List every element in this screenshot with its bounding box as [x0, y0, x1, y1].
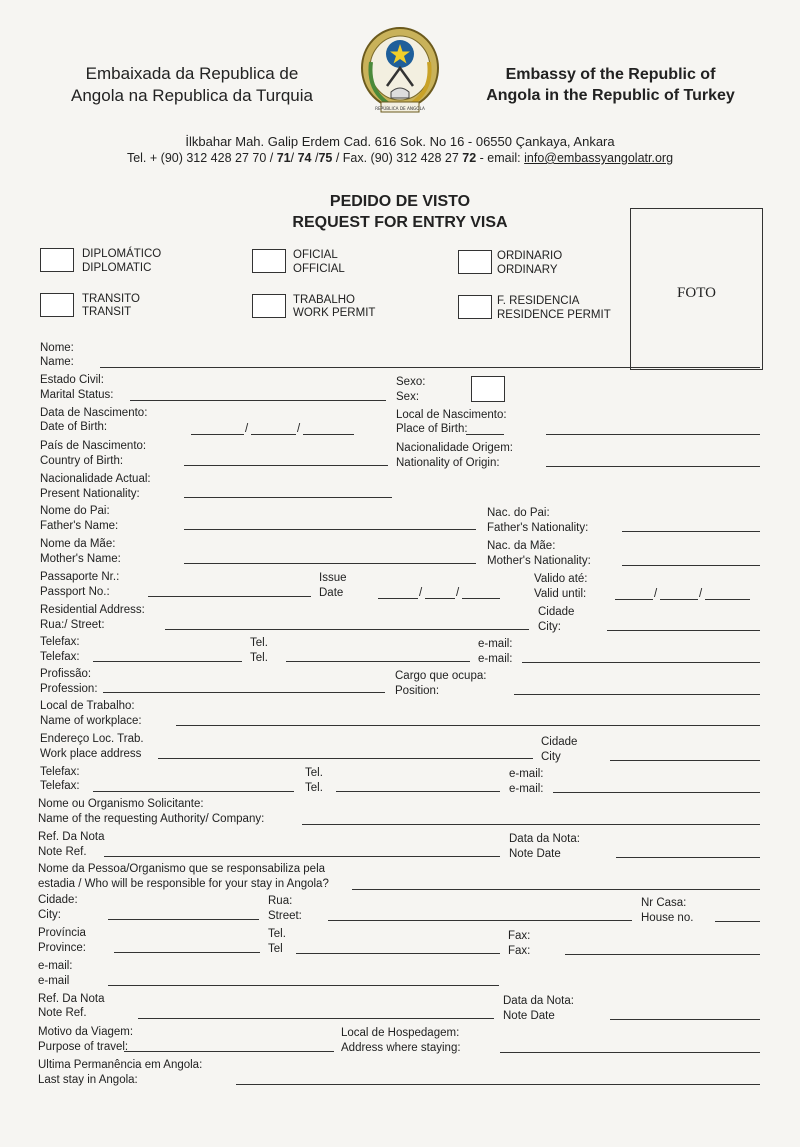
- date-slash: /: [456, 587, 460, 599]
- house-no-label-en: House no.: [641, 912, 694, 924]
- birth-country-label-pt: País de Nascimento:: [40, 440, 147, 452]
- passport-number-field[interactable]: [148, 596, 311, 597]
- province-field[interactable]: [114, 952, 260, 953]
- marital-label-pt: Estado Civil:: [40, 374, 104, 386]
- tel2-label-pt: Tel.: [305, 767, 323, 779]
- marital-label-en: Marital Status:: [40, 389, 114, 401]
- responsible-city-field[interactable]: [108, 919, 259, 920]
- issue-day-field[interactable]: [378, 598, 418, 599]
- workplace-field[interactable]: [176, 725, 760, 726]
- lodging-address-field[interactable]: [500, 1052, 760, 1053]
- mother-nationality-field[interactable]: [622, 565, 760, 566]
- checkbox-ordinary[interactable]: [458, 250, 492, 274]
- note-date2-field[interactable]: [610, 1019, 760, 1020]
- city2-label-pt: Cidade: [541, 736, 578, 748]
- email2-field[interactable]: [553, 792, 760, 793]
- issue-year-field[interactable]: [462, 598, 500, 599]
- passport-label-pt: Passaporte Nr.:: [40, 571, 120, 583]
- name-label-pt: Nome:: [40, 342, 74, 354]
- email1-label-pt: e-mail:: [478, 638, 513, 650]
- profession-label-pt: Profissão:: [40, 668, 92, 680]
- embassy-email-link[interactable]: info@embassyangolatr.org: [524, 151, 674, 165]
- last-stay-label-en: Last stay in Angola:: [38, 1074, 138, 1086]
- father-name-field[interactable]: [184, 529, 476, 530]
- father-nationality-field[interactable]: [622, 531, 760, 532]
- tel1-label-en: Tel.: [250, 652, 268, 664]
- travel-purpose-field[interactable]: [124, 1051, 334, 1052]
- form-title-pt: PEDIDO DE VISTO: [329, 193, 471, 210]
- note-ref1-label-en: Note Ref.: [38, 846, 87, 858]
- issue-date-label: Date: [319, 587, 344, 599]
- angola-emblem-icon: [357, 22, 443, 120]
- email1-field[interactable]: [522, 662, 760, 663]
- fax3-label-en: Fax:: [508, 945, 531, 957]
- embassy-name-pt: [52, 63, 332, 107]
- svg-text:REPÚBLICA DE ANGOLA: REPÚBLICA DE ANGOLA: [375, 106, 425, 111]
- embassy-contact: [60, 134, 740, 166]
- email3-label-en: e-mail: [38, 975, 70, 987]
- city3-label-pt: Cidade:: [38, 894, 78, 906]
- dob-label-en: Date of Birth:: [40, 421, 108, 433]
- city2-label-en: City: [541, 751, 561, 763]
- fax3-field[interactable]: [565, 954, 760, 955]
- email3-field[interactable]: [108, 985, 499, 986]
- pob-field[interactable]: [546, 434, 760, 435]
- mother-name-label-en: Mother's Name:: [40, 553, 121, 565]
- issue-label: Issue: [319, 572, 347, 584]
- date-slash: /: [297, 423, 301, 435]
- ordinary-label-en: ORDINARY: [497, 264, 558, 276]
- sex-label-pt: Sexo:: [396, 376, 426, 388]
- street3-label-en: Street:: [268, 910, 302, 922]
- valid-day-field[interactable]: [615, 599, 653, 600]
- birth-country-label-en: Country of Birth:: [40, 455, 124, 467]
- origin-nationality-label-pt: Nacionalidade Origem:: [396, 442, 513, 454]
- father-nationality-label-en: Father's Nationality:: [487, 522, 589, 534]
- origin-nationality-label-en: Nationality of Origin:: [396, 457, 500, 469]
- telefax2-label-en: Telefax:: [40, 780, 80, 792]
- valid-until-label-pt: Valido até:: [534, 573, 588, 585]
- father-nationality-label-pt: Nac. do Pai:: [487, 507, 550, 519]
- official-label-pt: OFICIAL: [293, 249, 338, 261]
- house-no-field[interactable]: [715, 921, 760, 922]
- position-label-en: Position:: [395, 685, 440, 697]
- embassy-name-pt-line2: Angola na Republica da Turquia: [71, 86, 313, 105]
- responsible-label-pt: Nome da Pessoa/Organismo que se responsabiliza pela: [38, 863, 326, 875]
- date-slash: /: [419, 587, 423, 599]
- tel1-label-pt: Tel.: [250, 637, 268, 649]
- mother-name-field[interactable]: [184, 563, 476, 564]
- checkbox-residence-permit[interactable]: [458, 295, 492, 319]
- embassy-address: İlkbahar Mah. Galip Erdem Cad. 616 Sok. No 16 - 06550 Çankaya, Ankara: [185, 134, 615, 149]
- date-slash: /: [245, 423, 249, 435]
- marital-status-field[interactable]: [130, 400, 386, 401]
- note-date1-label-en: Note Date: [509, 848, 561, 860]
- work-label-pt: TRABALHO: [293, 294, 355, 306]
- embassy-name-en: [468, 64, 753, 106]
- residential-address-label: Residential Address:: [40, 604, 145, 616]
- city1-label-pt: Cidade: [538, 606, 575, 618]
- transit-label-pt: TRANSITO: [82, 293, 140, 305]
- checkbox-work-permit[interactable]: [252, 294, 286, 318]
- official-label-en: OFFICIAL: [293, 263, 345, 275]
- tel3-field[interactable]: [296, 953, 500, 954]
- pob-field-short[interactable]: [466, 434, 504, 435]
- dob-label-pt: Data de Nascimento:: [40, 407, 148, 419]
- position-label-pt: Cargo que ocupa:: [395, 670, 487, 682]
- note-date1-label-pt: Data da Nota:: [509, 833, 580, 845]
- photo-box: [630, 208, 763, 370]
- photo-label: FOTO: [677, 285, 716, 301]
- position-field[interactable]: [514, 694, 760, 695]
- requesting-authority-label-en: Name of the requesting Authority/ Company:: [38, 813, 265, 825]
- email2-label-en: e-mail:: [509, 783, 544, 795]
- note-ref1-label-pt: Ref. Da Nota: [38, 831, 105, 843]
- responsible-field[interactable]: [352, 889, 760, 890]
- house-no-label-pt: Nr Casa:: [641, 897, 687, 909]
- street3-label-pt: Rua:: [268, 895, 293, 907]
- diplomatic-label-en: DIPLOMATIC: [82, 262, 152, 274]
- checkbox-official[interactable]: [252, 249, 286, 273]
- pob-label-en: Place of Birth:: [396, 423, 468, 435]
- lodging-label-en: Address where staying:: [341, 1042, 461, 1054]
- province-label-en: Province:: [38, 942, 86, 954]
- workplace-label-pt: Local de Trabalho:: [40, 700, 135, 712]
- sex-label-en: Sex:: [396, 391, 420, 403]
- last-stay-field[interactable]: [236, 1084, 760, 1085]
- street-label: Rua:/ Street:: [40, 619, 105, 631]
- dob-day-field[interactable]: [191, 434, 244, 435]
- city1-label-en: City:: [538, 621, 561, 633]
- mother-name-label-pt: Nome da Mãe:: [40, 538, 116, 550]
- note-date2-label-pt: Data da Nota:: [503, 995, 574, 1007]
- tel3-label-pt: Tel.: [268, 928, 286, 940]
- telefax1-field[interactable]: [93, 661, 242, 662]
- note-ref2-label-en: Note Ref.: [38, 1007, 87, 1019]
- residence-label-en: RESIDENCE PERMIT: [497, 309, 611, 321]
- residential-street-field[interactable]: [165, 629, 529, 630]
- ordinary-label-pt: ORDINARIO: [497, 250, 563, 262]
- profession-label-en: Profession:: [40, 683, 98, 695]
- email1-label-en: e-mail:: [478, 653, 513, 665]
- workplace-label-en: Name of workplace:: [40, 715, 142, 727]
- pob-label-pt: Local de Nascimento:: [396, 409, 507, 421]
- note-date1-field[interactable]: [616, 857, 760, 858]
- travel-purpose-label-en: Purpose of travel:: [38, 1041, 129, 1053]
- note-ref2-label-pt: Ref. Da Nota: [38, 993, 105, 1005]
- email3-label-pt: e-mail:: [38, 960, 73, 972]
- issue-month-field[interactable]: [425, 598, 455, 599]
- work-label-en: WORK PERMIT: [293, 307, 376, 319]
- telefax2-label-pt: Telefax:: [40, 766, 80, 778]
- workplace-address-label-pt: Endereço Loc. Trab.: [40, 733, 144, 745]
- workplace-address-label-en: Work place address: [40, 748, 142, 760]
- father-name-label-pt: Nome do Pai:: [40, 505, 110, 517]
- requesting-authority-label-pt: Nome ou Organismo Solicitante:: [38, 798, 204, 810]
- tel2-field[interactable]: [336, 791, 500, 792]
- father-name-label-en: Father's Name:: [40, 520, 119, 532]
- workplace-address-field[interactable]: [158, 758, 533, 759]
- city3-label-en: City:: [38, 909, 61, 921]
- present-nationality-field[interactable]: [184, 497, 392, 498]
- passport-label-en: Passport No.:: [40, 586, 110, 598]
- name-label-en: Name:: [40, 356, 74, 368]
- responsible-street-field[interactable]: [328, 920, 632, 921]
- embassy-name-pt-line1: Embaixada da Republica de: [85, 64, 299, 83]
- note-ref1-field[interactable]: [104, 856, 500, 857]
- responsible-label-en: estadia / Who will be responsible for your stay in Angola?: [38, 878, 329, 890]
- mother-nationality-label-en: Mother's Nationality:: [487, 555, 591, 567]
- fax3-label-pt: Fax:: [508, 930, 531, 942]
- telefax2-field[interactable]: [93, 791, 294, 792]
- embassy-name-en-line2: Angola in the Republic of Turkey: [486, 87, 735, 104]
- valid-until-label-en: Valid until:: [534, 588, 587, 600]
- form-title-en: REQUEST FOR ENTRY VISA: [292, 214, 508, 231]
- workplace-city-field[interactable]: [610, 760, 760, 761]
- present-nationality-label-en: Present Nationality:: [40, 488, 140, 500]
- residential-city-field[interactable]: [607, 630, 760, 631]
- sex-field[interactable]: [471, 376, 505, 402]
- embassy-phone-line: Tel. + (90) 312 428 27 70 / 71/ 74 /75 / Fax. (90) 312 428 27 72 - email: info@embassyangolatr.org: [126, 151, 674, 165]
- dob-year-field[interactable]: [303, 434, 354, 435]
- note-date2-label-en: Note Date: [503, 1010, 555, 1022]
- travel-purpose-label-pt: Motivo da Viagem:: [38, 1026, 134, 1038]
- birth-country-field[interactable]: [184, 465, 388, 466]
- valid-month-field[interactable]: [660, 599, 698, 600]
- requesting-authority-field[interactable]: [302, 824, 760, 825]
- email2-label-pt: e-mail:: [509, 768, 544, 780]
- date-slash: /: [699, 588, 703, 600]
- present-nationality-label-pt: Nacionalidade Actual:: [40, 473, 151, 485]
- diplomatic-label-pt: DIPLOMÁTICO: [82, 248, 162, 260]
- mother-nationality-label-pt: Nac. da Mãe:: [487, 540, 556, 552]
- telefax1-label-en: Telefax:: [40, 651, 80, 663]
- dob-month-field[interactable]: [251, 434, 296, 435]
- embassy-name-en-line1: Embassy of the Republic of: [505, 66, 716, 83]
- tel2-label-en: Tel.: [305, 782, 323, 794]
- date-slash: /: [654, 588, 658, 600]
- tel3-label-en: Tel: [268, 943, 283, 955]
- checkbox-diplomatic[interactable]: [40, 248, 74, 272]
- origin-nationality-field[interactable]: [546, 466, 760, 467]
- checkbox-transit[interactable]: [40, 293, 74, 317]
- lodging-label-pt: Local de Hospedagem:: [341, 1027, 460, 1039]
- valid-year-field[interactable]: [705, 599, 750, 600]
- profession-field[interactable]: [103, 692, 385, 693]
- tel1-field[interactable]: [286, 661, 470, 662]
- name-field[interactable]: [100, 367, 760, 368]
- note-ref2-field[interactable]: [138, 1018, 494, 1019]
- last-stay-label-pt: Ultima Permanência em Angola:: [38, 1059, 203, 1071]
- telefax1-label-pt: Telefax:: [40, 636, 80, 648]
- transit-label-en: TRANSIT: [82, 306, 132, 318]
- residence-label-pt: F. RESIDENCIA: [497, 295, 580, 307]
- province-label-pt: Província: [38, 927, 86, 939]
